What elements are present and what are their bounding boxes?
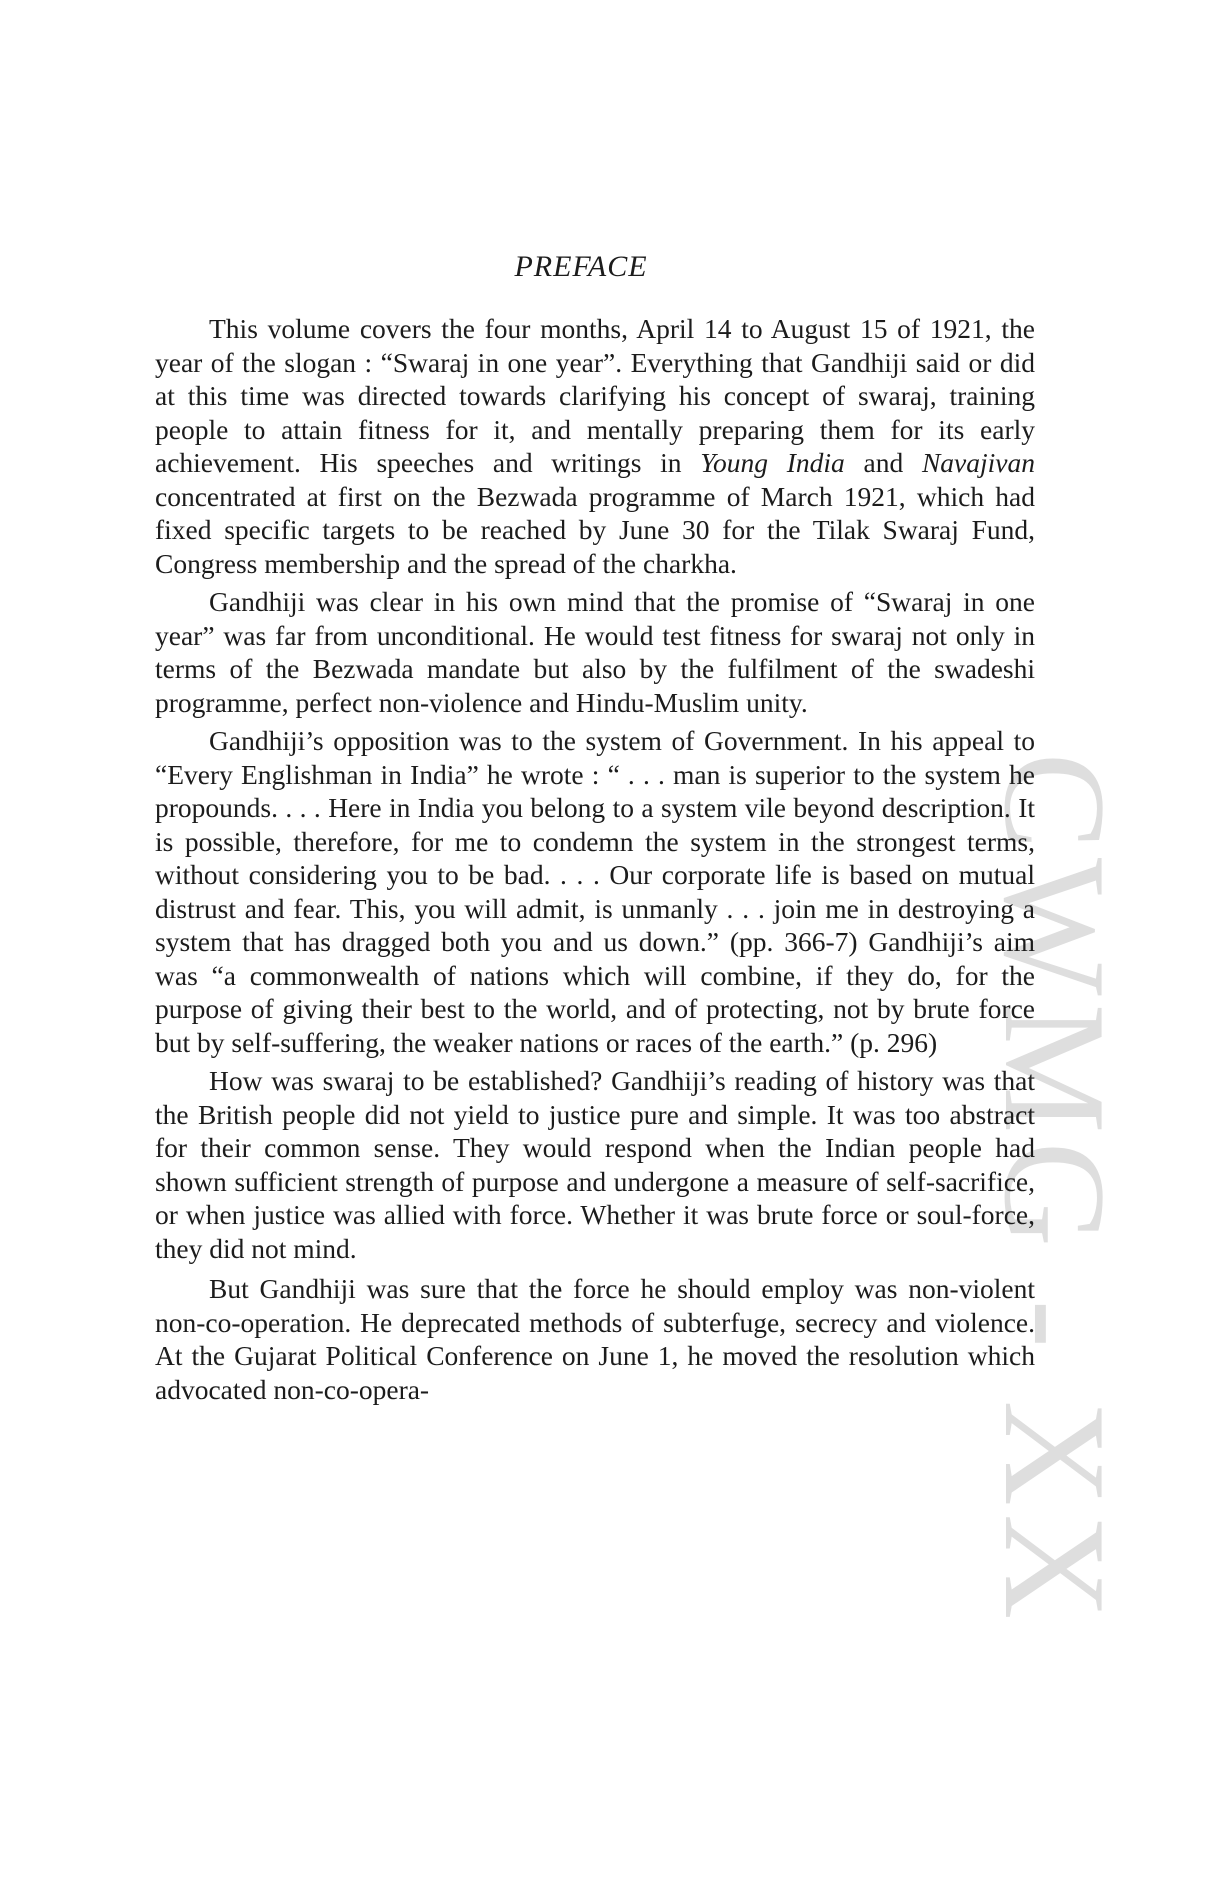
journal-title-young-india: Young India (700, 447, 845, 478)
journal-title-navajivan: Navajivan (921, 447, 1035, 478)
paragraph-2: Gandhiji was clear in his own mind that the promise of “Swaraj in one year” was far from unconditional. He would test fitness for swaraj not only in terms of the Bezwada mandate but also by the fulfilment of the swadeshi programme, perfect non-violence and Hindu-Muslim unity. (155, 586, 1035, 718)
paragraph-3: Gandhiji’s opposition was to the system of Government. In his appeal to “Every Englishman in India” he wrote : “ . . . man is superior to the system he propounds. . . . Here in India you belong to a system vile beyond description. It is possible, therefore, for me to condemn the system in the strongest terms, without considering you to be bad. . . . Our corporate life is based on mutual distrust and fear. This, you will admit, is unmanly . . . join me in destroying a system that has dragged both you and us down.” (pp. 366-7) Gandhiji’s aim was “a commonwealth of nations which will combine, if they do, for the purpose of giving their best to the world, and of protecting, not by brute force but by self-suffering, the weaker nations or races of the earth.” (p. 296) (155, 725, 1035, 1058)
paragraph-1 (155, 312, 1035, 580)
paragraph-1-text-end: concentrated at first on the Bezwada programme of March 1921, which had fixed specific targets to be reached by June 30 for the Tilak Swaraj Fund, Congress membership and the spread of the charkha. (155, 480, 1035, 579)
paragraph-1-text: This volume covers the four months, April 14 to August 15 of 1921, the year of the slogan : “Swaraj in one year”. Everything that Gandhiji said or did at this time was directed towards clarifying his concept of swaraj, training people to attain fitness for it, and mentally preparing them for its early achievement. His speeches and writings in (155, 313, 1035, 478)
watermark: CWMG - XX (974, 752, 1136, 1628)
paragraph-5: But Gandhiji was sure that the force he should employ was non-violent non-co-operation. He deprecated methods of subterfuge, secrecy and violence. At the Gujarat Political Conference on June 1, he moved the resolution which advocated non-co-opera- (155, 1273, 1035, 1405)
page-title: PREFACE (514, 250, 648, 283)
preface-body (155, 312, 1035, 1406)
paragraph-4: How was swaraj to be established? Gandhiji’s reading of history was that the British people did not yield to justice pure and simple. It was too abstract for their common sense. They would respond when the Indian people had shown sufficient strength of purpose and undergone a measure of self-sacrifice, or when justice was allied with force. Whether it was brute force or soul-force, they did not mind. (155, 1065, 1035, 1264)
paragraph-1-text-cont: and (844, 447, 922, 478)
